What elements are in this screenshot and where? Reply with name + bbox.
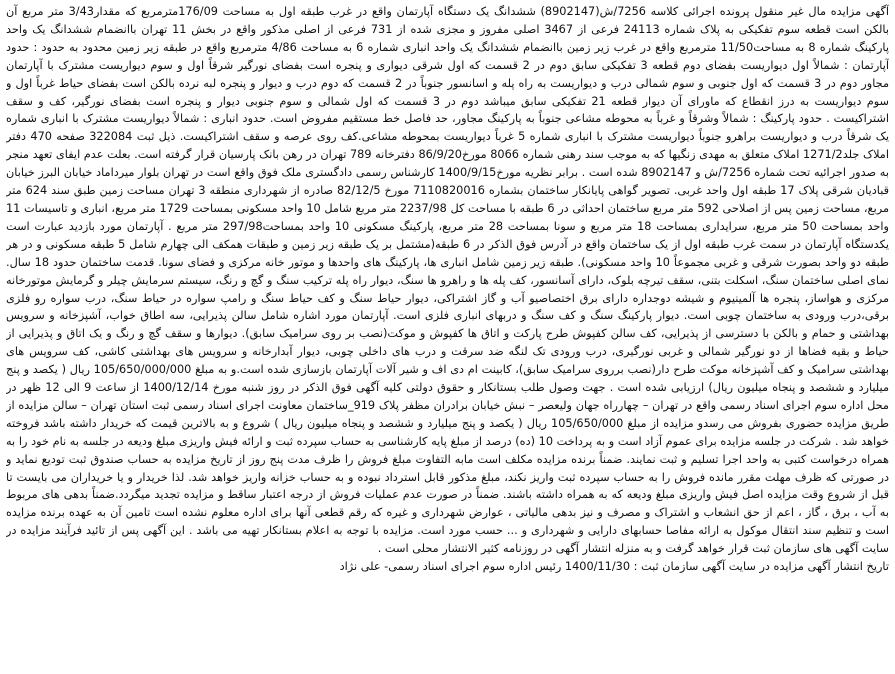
publication-date-line: تاریخ انتشار آگهی مزایده در سایت آگهی سازمان ثبت : 1400/11/30 رئیس اداره سوم اجرای اسناد رسمی- علی نژاد (339, 560, 889, 574)
auction-notice-body: آگهی مزایده مال غیر منقول پرونده اجرائی کلاسه 7256/ش(8902147) ششدانگ یک دستگاه آپارتمان واقع در غرب طبقه اول به مساحت 176/09مترمربع که مقدار3/43 متر مربع آن بالکن است قطعه سوم تفکیکی به پلاک شماره 24113 فرعی از 3467 اصلی مفروز و مجزی شده از 731 فرعی از اصلی مذکور واقع در بخش 11 تهران باانضمام ششدانگ یک واحد پارکینگ شماره 8 به مساحت11/50 مترمربع واقع در غرب زیر زمین باانضمام ششدانگ یک واحد انباری شماره 6 به مساحت 4/86 مترمربع واقع در طبقه زیر زمین محدود به حدود : حدود آپارتمان : شمالاً اول دیواریست بفضای دوم قطعه 3 تفکیکی سابق دوم در 2 قسمت که اول شرقی دیواری و پنجره است بفضای نورگیر شرقاً اول و سوم دیواریست مشترک با آپارتمان مجاور دوم در 3 قسمت که اول جنوبی و سوم شمالی درب و دیواریست به راه پله و اسانسور جنوباً در 2 قسمت که دوم درب و دیوار و پنجره لبه نرده بالکن است بفضای حیاط غرباً اول و سوم دیواریست به درز انقطاع که ماورای آن دیوار قطعه 21 تفکیکی سابق میباشد دوم در 3 قسمت که اول شمالی و سوم جنوبی دیوار و پنجره است بفضای نورگیر، کف و سقف اشتراکیست . حدود پارکینگ : شمالاً وشرقاً و غرباً به محوطه مشاعی جنوباً به پارکینگ مجاور، حد فاصل خط مستقیم مفروض است. حدود انباری : شمالاً دیواریست مشترک با انباری شماره یک شرقاً درب و دیواریست براهرو جنوباً دیواریست مشترک با انباری شماره 5 غرباً دیواریست بمحوطه مشاعی.کف روی عرصه و سقف اشتراکیست. ذیل ثبت 322084 صفحه 470 دفتر املاک جلد1271/2 املاک متعلق به مهدی زنگیها که به موجب سند رهنی شماره 8066 مورخ86/9/20 دفترخانه 789 تهران در رهن بانک پارسیان قرار گرفته است. بعلت عدم ایفای تعهد منجر به صدور اجرائیه تحت شماره 7256/ش و 8902147 شده است . برابر نظریه مورخ1400/9/15 کارشناس رسمی دادگستری ملک فوق واقع است در تهران بلوار میرداماد خیابان البرز خیابان قبادیان شرقی پلاک 17 طبقه اول واحد غربی. تصویر گواهی پایانکار ساختمان بشماره 7110820016 مورخ 82/12/5 صادره از شهرداری منطقه 3 تهران مساحت زمین طبق سند 624 متر مربع، مساحت زمین پس از اصلاحی 592 متر مربع ساختمان احداثی در 6 طبقه با مساحت کل 2237/98 متر مربع شامل 10 واحد مسکونی بمساحت 1729 متر مربع، انباری و تاسیسات 11 واحد بمساحت 50 متر مربع، سرایداری بمساحت 18 متر مربع و سونا بمساحت 28 متر مربع، پارکینگ مسکونی 10 واحد بمساحت297/98 متر مربع . آپارتمان مورد بازدید عبارت است یکدستگاه آپارتمان در سمت غرب طبقه اول از یک ساختمان واقع در آدرس فوق الذکر در 6 طبقه(مشتمل بر یک طبقه زیر زمین و طبقات همکف الی چهارم شامل 5 طبقه مسکونی و در هر طبقه دو واحد بصورت شرقی و غربی مجموعاً 10 واحد مسکونی). طبقه زیر زمین شامل انباری ها، پارکینگ های واحدها و موتور خانه مرکزی و فضای سونا. قدمت ساختمان حدود 18 سال. نمای اصلی ساختمان سنگ، اسکلت بتنی، سقف تیرچه بلوک، دارای آسانسور، کف پله ها و راهرو ها سنگ، دیوار راه پله ترکیب سنگ و گچ و رنگ، سیستم سرمایش چیلر و گرمایش موتورخانه مرکزی و هواساز، پنجره ها آلمینیوم و شیشه دوجداره دارای برق اختصاصیو آب و گاز اشتراکی، دیوار حیاط سنگ و کف حیاط سنگ و رامپ سواره در حیاط سنگ، درب سواره رو فلزی برقی،درب ورودی به ساختمان چوبی است. دیوار پارکینگ سنگ و کف سنگ و دربهای انباری فلزی است. آپارتمان مورد اشاره شامل سالن پذیرایی، سه اطاق خواب، آشپزخانه و سرویس بهداشتی و حمام و بالکن با دسترسی از پذیرایی، کف سالن کفپوش طرح پارکت و اتاق ها کفپوش و موکت(نصب بر روی سرامیک سابق). دیوارها و سقف گچ و رنگ و یک اتاق و پذیرایی از حیاط و بقیه فضاها از دو نورگیر شمالی و غربی نورگیری، درب ورودی تک لنگه ضد سرقت و درب های داخلی چوبی، دیوار آبدارخانه و سرویس های بهداشتی کاشی، کف سرویس های بهداشتی سرامیک و کف آشپزخانه موکت طرح دار(نصب برروی سرامیک سابق)، کابینت ام دی اف و شیر آلات آپارتمان بازسازی شده است.و به مبلغ 105/650/000/000 ریال ( یکصد و پنج میلیارد و ششصد و پنجاه میلیون ریال) ارزیابی شده است . جهت وصول طلب بستانکار و حقوق دولتی کلیه آگهی فوق الذکر در روز شنبه مورخ 1400/12/14 از ساعت 9 الی 12 ظهر در محل اداره سوم اجرای اسناد رسمی واقع در تهران – چهارراه جهان ولیعصر – نبش خیابان برادران مظفر پلاک 919_ساختمان معاونت اجرای اسناد رسمی ثبت استان تهران – سالن مزایده از طریق مزایده حضوری بفروش می رسدو مزایده از مبلغ 105/650/000 ریال ( یکصد و پنج میلیارد و ششصد و پنجاه میلیون ریال ) شروع و به بالاترین قیمت که خریدار داشته باشد فروخته خواهد شد . شرکت در جلسه مزایده برای عموم آزاد است و به پرداخت 10 (ده) درصد از مبلغ پایه کارشناسی به حساب سپرده ثبت و ارائه فیش واریزی مبلغ ودیعه در جلسه به نام خود را به همراه درخواست کتبی به واحد اجرا تسلیم و ثبت نمایند. ضمناً برنده مزایده مکلف است مابه التفاوت مبلغ فروش را ظرف مدت پنج روز از تاریخ مزایده به حساب صندوق ثبت تودیع نماید و در صورتی که ظرف مهلت مقرر مانده فروش را به حساب سپرده ثبت واریز نکند، مبلغ مذکور قابل استرداد نبوده و به حساب خزانه واریز خواهد شد. لذا خریدار و یا خریداران می بایست تا قبل از شروع وقت مزایده اصل فیش واریزی مبلغ ودیعه که به همراه داشته باشند. ضمناً در صورت عدم عملیات فروش از درجه اعتبار ساقط و مزایده تجدید میگردد.ضمناً بدهی های مربوط به آب ، برق ، گاز ، اعم از حق انشعاب و اشتراک و مصرف و نیز بدهی مالیاتی ، عوارض شهرداری و غیره که رقم قطعی آنها برای اداره معلوم نشده است تامین آن به عهده برنده مزایده است و تنظیم سند انتقال موکول به ارائه مفاصا حسابهای دارایی و شهرداری و ... حسب مورد است. مزایده با توجه به اعلام بستانکار تهیه می باشد . این آگهی پس از تائید فرآیند مزایده در سایت آگهی های سازمان ثبت قرار خواهد گرفت و به منزله انتشار آگهی در روزنامه کثیر الانتشار محلی است . (6, 5, 889, 556)
notice-page (6, 3, 889, 667)
